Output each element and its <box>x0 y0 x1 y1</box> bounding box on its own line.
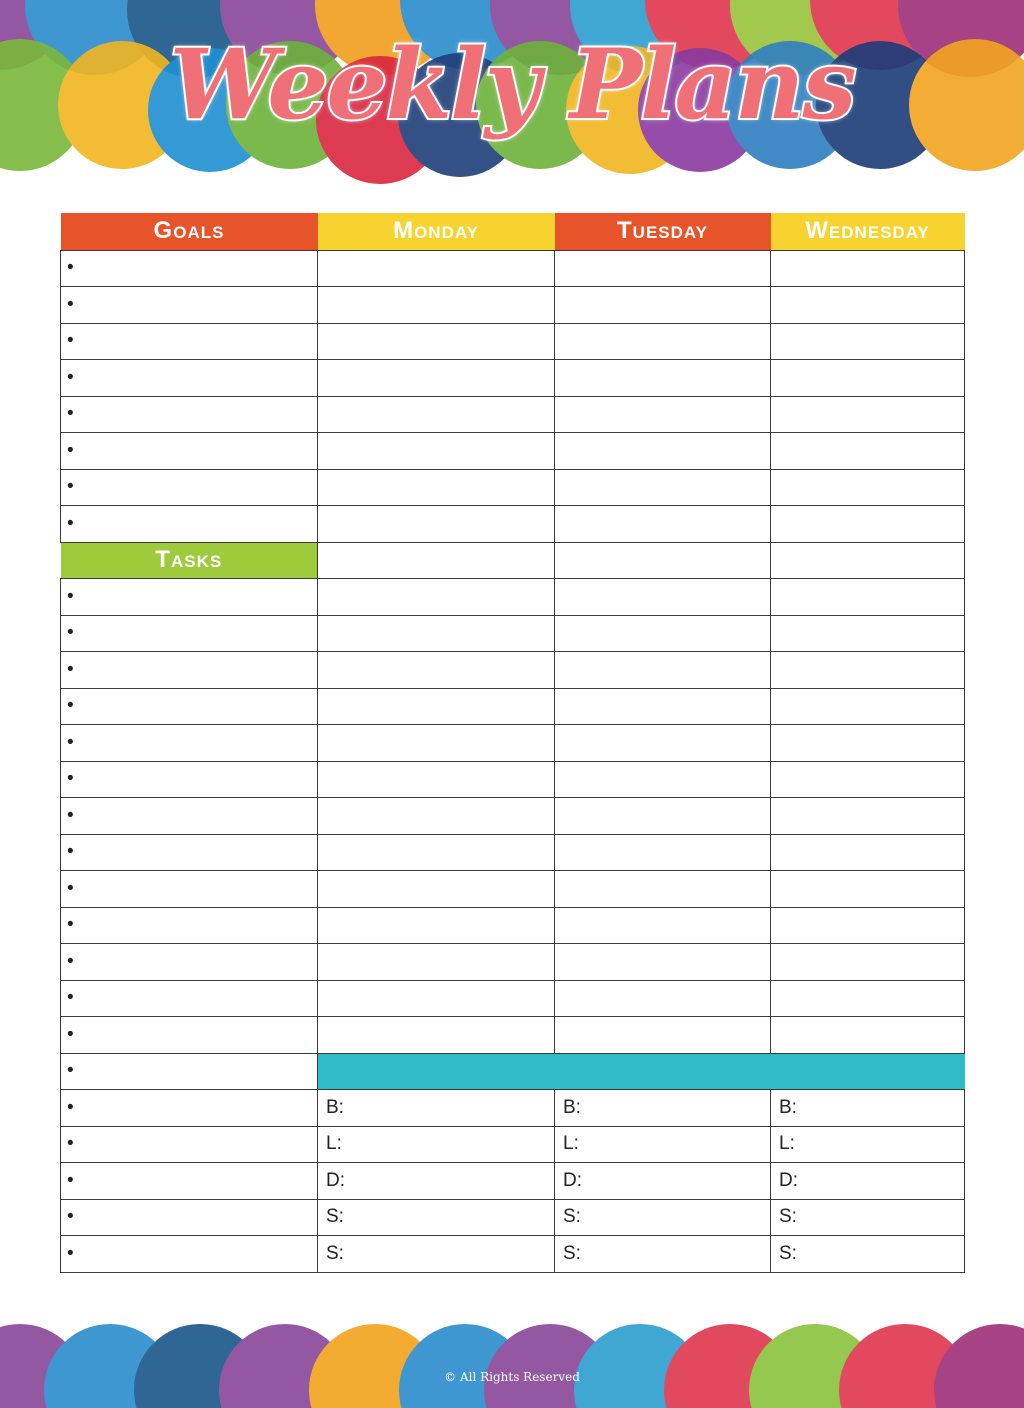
tuesday-cell[interactable] <box>555 469 771 506</box>
wednesday-meal-label: S: <box>771 1199 965 1236</box>
meal-row <box>61 1126 965 1163</box>
wednesday-cell[interactable] <box>771 761 965 798</box>
task-bullet: • <box>61 1053 318 1090</box>
header-goals: Goals <box>61 213 318 250</box>
wednesday-cell[interactable] <box>771 834 965 871</box>
monday-cell[interactable] <box>318 688 555 725</box>
task-bullet: • <box>61 579 318 616</box>
wednesday-cell[interactable] <box>771 323 965 360</box>
goal-bullet: • <box>61 360 318 397</box>
goal-row <box>61 360 965 397</box>
task-row <box>61 980 965 1017</box>
task-bullet: • <box>61 871 318 908</box>
page-title: Weekly Plans <box>169 28 855 141</box>
tuesday-cell[interactable] <box>555 980 771 1017</box>
task-row <box>61 907 965 944</box>
task-bullet: • <box>61 980 318 1017</box>
wednesday-cell[interactable] <box>771 396 965 433</box>
tuesday-meal-label: D: <box>555 1163 771 1200</box>
tuesday-cell[interactable] <box>555 323 771 360</box>
task-bullet: • <box>61 688 318 725</box>
goal-bullet: • <box>61 250 318 287</box>
wednesday-cell[interactable] <box>771 433 965 470</box>
tuesday-cell[interactable] <box>555 652 771 689</box>
wednesday-cell[interactable] <box>771 250 965 287</box>
monday-meal-label: B: <box>318 1090 555 1127</box>
monday-cell[interactable] <box>318 761 555 798</box>
tuesday-cell[interactable] <box>555 542 771 579</box>
goal-row <box>61 506 965 543</box>
task-bullet: • <box>61 1199 318 1236</box>
task-row <box>61 1017 965 1054</box>
bottom-circle-banner <box>0 1310 1024 1408</box>
task-row <box>61 834 965 871</box>
monday-cell[interactable] <box>318 980 555 1017</box>
monday-cell[interactable] <box>318 360 555 397</box>
tuesday-cell[interactable] <box>555 360 771 397</box>
monday-cell[interactable] <box>318 615 555 652</box>
goal-row <box>61 396 965 433</box>
tuesday-meal-label: B: <box>555 1090 771 1127</box>
wednesday-cell[interactable] <box>771 615 965 652</box>
monday-meal-label: S: <box>318 1236 555 1273</box>
tuesday-cell[interactable] <box>555 871 771 908</box>
goal-row <box>61 323 965 360</box>
goal-row <box>61 287 965 324</box>
wednesday-cell[interactable] <box>771 469 965 506</box>
monday-cell[interactable] <box>318 579 555 616</box>
tuesday-cell[interactable] <box>555 250 771 287</box>
meal-row <box>61 1163 965 1200</box>
tuesday-cell[interactable] <box>555 834 771 871</box>
wednesday-cell[interactable] <box>771 506 965 543</box>
task-bullet: • <box>61 798 318 835</box>
task-bullet: • <box>61 1126 318 1163</box>
header-monday: Monday <box>318 213 555 250</box>
goal-bullet: • <box>61 469 318 506</box>
task-row <box>61 944 965 981</box>
monday-meal-label: D: <box>318 1163 555 1200</box>
task-row <box>61 761 965 798</box>
task-bullet: • <box>61 834 318 871</box>
goal-row <box>61 469 965 506</box>
wednesday-cell[interactable] <box>771 798 965 835</box>
monday-cell[interactable] <box>318 250 555 287</box>
wednesday-cell[interactable] <box>771 980 965 1017</box>
monday-cell[interactable] <box>318 1017 555 1054</box>
wednesday-meal-label: B: <box>771 1090 965 1127</box>
monday-cell[interactable] <box>318 907 555 944</box>
goal-row <box>61 250 965 287</box>
tuesday-cell[interactable] <box>555 615 771 652</box>
monday-meal-label: S: <box>318 1199 555 1236</box>
meal-row <box>61 1199 965 1236</box>
task-row <box>61 798 965 835</box>
meal-plan-bar <box>318 1053 965 1090</box>
copyright-footer: © All Rights Reserved <box>444 1370 580 1384</box>
tasks-header: Tasks <box>61 542 318 579</box>
wednesday-cell[interactable] <box>771 907 965 944</box>
task-bullet: • <box>61 1236 318 1273</box>
header-row <box>61 213 965 250</box>
weekly-planner-table <box>60 213 965 1273</box>
tuesday-cell[interactable] <box>555 907 771 944</box>
meal-row <box>61 1236 965 1273</box>
task-bullet: • <box>61 1017 318 1054</box>
tuesday-cell[interactable] <box>555 1017 771 1054</box>
task-row <box>61 1053 965 1090</box>
wednesday-meal-label: L: <box>771 1126 965 1163</box>
tuesday-cell[interactable] <box>555 798 771 835</box>
tuesday-cell[interactable] <box>555 725 771 762</box>
monday-cell[interactable] <box>318 871 555 908</box>
goal-bullet: • <box>61 506 318 543</box>
task-row <box>61 725 965 762</box>
goal-bullet: • <box>61 433 318 470</box>
monday-cell[interactable] <box>318 542 555 579</box>
task-row <box>61 871 965 908</box>
monday-cell[interactable] <box>318 396 555 433</box>
tuesday-cell[interactable] <box>555 761 771 798</box>
wednesday-meal-label: S: <box>771 1236 965 1273</box>
wednesday-cell[interactable] <box>771 871 965 908</box>
goal-bullet: • <box>61 396 318 433</box>
wednesday-cell[interactable] <box>771 944 965 981</box>
task-row <box>61 652 965 689</box>
tuesday-cell[interactable] <box>555 396 771 433</box>
tuesday-meal-label: L: <box>555 1126 771 1163</box>
tuesday-cell[interactable] <box>555 944 771 981</box>
wednesday-cell[interactable] <box>771 652 965 689</box>
wednesday-cell[interactable] <box>771 360 965 397</box>
monday-cell[interactable] <box>318 287 555 324</box>
tuesday-cell[interactable] <box>555 287 771 324</box>
monday-meal-label: L: <box>318 1126 555 1163</box>
task-bullet: • <box>61 944 318 981</box>
goal-bullet: • <box>61 323 318 360</box>
goal-bullet: • <box>61 287 318 324</box>
wednesday-cell[interactable] <box>771 725 965 762</box>
task-bullet: • <box>61 761 318 798</box>
wednesday-cell[interactable] <box>771 542 965 579</box>
monday-cell[interactable] <box>318 469 555 506</box>
wednesday-cell[interactable] <box>771 1017 965 1054</box>
monday-cell[interactable] <box>318 944 555 981</box>
monday-cell[interactable] <box>318 652 555 689</box>
tuesday-cell[interactable] <box>555 579 771 616</box>
task-row <box>61 688 965 725</box>
monday-cell[interactable] <box>318 506 555 543</box>
task-bullet: • <box>61 1163 318 1200</box>
wednesday-cell[interactable] <box>771 688 965 725</box>
tasks-header-row <box>61 542 965 579</box>
monday-cell[interactable] <box>318 323 555 360</box>
monday-cell[interactable] <box>318 834 555 871</box>
header-tuesday: Tuesday <box>555 213 771 250</box>
tuesday-meal-label: S: <box>555 1236 771 1273</box>
tuesday-cell[interactable] <box>555 688 771 725</box>
tuesday-cell[interactable] <box>555 506 771 543</box>
task-bullet: • <box>61 725 318 762</box>
wednesday-cell[interactable] <box>771 287 965 324</box>
wednesday-cell[interactable] <box>771 579 965 616</box>
task-bullet: • <box>61 907 318 944</box>
monday-cell[interactable] <box>318 725 555 762</box>
tuesday-cell[interactable] <box>555 433 771 470</box>
task-bullet: • <box>61 1090 318 1127</box>
monday-cell[interactable] <box>318 433 555 470</box>
tuesday-meal-label: S: <box>555 1199 771 1236</box>
header-wednesday: Wednesday <box>771 213 965 250</box>
goal-row <box>61 433 965 470</box>
task-row <box>61 579 965 616</box>
monday-cell[interactable] <box>318 798 555 835</box>
task-bullet: • <box>61 615 318 652</box>
task-bullet: • <box>61 652 318 689</box>
task-row <box>61 615 965 652</box>
wednesday-meal-label: D: <box>771 1163 965 1200</box>
meal-row <box>61 1090 965 1127</box>
